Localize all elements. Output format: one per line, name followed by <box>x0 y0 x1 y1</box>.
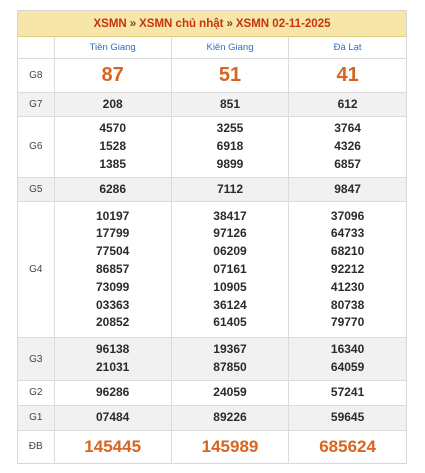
prize-number: 06209 <box>213 244 247 259</box>
prize-number: 57241 <box>330 385 365 400</box>
prize-cell-kien-giang <box>171 381 288 406</box>
breadcrumb-separator: » <box>226 17 233 30</box>
prize-cell-kien-giang <box>171 430 288 463</box>
prize-cell-kien-giang <box>171 177 288 202</box>
prize-number: 10905 <box>213 279 247 294</box>
prize-cell-tien-giang <box>54 338 171 381</box>
prize-cell-da-lat <box>289 202 406 338</box>
prize-cell-kien-giang <box>171 338 288 381</box>
breadcrumb-link-xsmn-sunday[interactable]: XSMN chủ nhật <box>139 17 224 30</box>
province-header-da-lat[interactable]: Đà Lạt <box>289 37 406 58</box>
results-grid <box>18 37 406 463</box>
province-header-kien-giang[interactable]: Kiên Giang <box>171 37 288 58</box>
prize-number: 64733 <box>330 226 365 241</box>
prize-number: 86857 <box>95 262 130 277</box>
prize-cell-kien-giang <box>171 92 288 117</box>
prize-number: 97126 <box>213 226 247 241</box>
prize-number: 87 <box>101 63 124 86</box>
prize-number: 89226 <box>213 409 247 424</box>
prize-row-g4 <box>18 202 406 338</box>
prize-number: 96138 <box>95 342 130 357</box>
prize-number: 4570 <box>99 121 127 136</box>
prize-cell-kien-giang <box>171 117 288 177</box>
prize-number: 21031 <box>95 360 130 375</box>
prize-row-g5 <box>18 177 406 202</box>
prize-cell-da-lat <box>289 117 406 177</box>
prize-number: 59645 <box>330 409 365 424</box>
prize-number: 6857 <box>334 156 361 171</box>
province-header-row <box>18 37 406 58</box>
prize-cell-kien-giang <box>171 202 288 338</box>
province-header-tien-giang[interactable]: Tiền Giang <box>54 37 171 58</box>
prize-number: 87850 <box>213 360 247 375</box>
prize-number: 20852 <box>95 315 130 330</box>
prize-number: 7112 <box>216 181 244 196</box>
prize-cell-da-lat <box>289 58 406 92</box>
prize-label: G5 <box>18 177 54 202</box>
prize-row-g1 <box>18 405 406 430</box>
prize-number: 03363 <box>95 297 130 312</box>
prize-cell-tien-giang <box>54 202 171 338</box>
prize-number: 37096 <box>330 208 365 223</box>
prize-number: 79770 <box>330 315 365 330</box>
breadcrumb <box>18 11 406 37</box>
prize-cell-kien-giang <box>171 405 288 430</box>
prize-number: 3255 <box>216 121 244 136</box>
prize-number: 92212 <box>330 262 365 277</box>
prize-number: 61405 <box>213 315 247 330</box>
prize-number: 1385 <box>99 156 127 171</box>
prize-number: 80738 <box>330 297 365 312</box>
prize-cell-tien-giang <box>54 117 171 177</box>
prize-row-g8 <box>18 58 406 92</box>
prize-cell-da-lat <box>289 405 406 430</box>
prize-number: 73099 <box>95 279 130 294</box>
prize-number: 41230 <box>330 279 365 294</box>
prize-number: 41 <box>336 63 359 86</box>
prize-cell-da-lat <box>289 381 406 406</box>
prize-number: 208 <box>102 96 123 111</box>
prize-number: 96286 <box>95 385 130 400</box>
prize-number: 6918 <box>216 139 244 154</box>
prize-label: G6 <box>18 117 54 177</box>
prize-label: ĐB <box>28 441 43 453</box>
prize-label: G3 <box>18 338 54 381</box>
breadcrumb-link-xsmn[interactable]: XSMN <box>93 17 127 30</box>
prize-number: 612 <box>337 96 358 111</box>
prize-cell-tien-giang <box>54 58 171 92</box>
prize-label: G2 <box>18 381 54 406</box>
prize-label: G1 <box>18 405 54 430</box>
prize-number: 10197 <box>95 208 130 223</box>
prize-cell-tien-giang <box>54 177 171 202</box>
prize-number: 1528 <box>99 139 127 154</box>
prize-row-g6 <box>18 117 406 177</box>
prize-number: 24059 <box>213 385 247 400</box>
prize-cell-da-lat <box>289 338 406 381</box>
prize-cell-da-lat <box>289 92 406 117</box>
prize-number: 17799 <box>95 226 130 241</box>
prize-number: 145445 <box>84 436 142 456</box>
prize-number: 16340 <box>330 342 365 357</box>
prize-cell-kien-giang <box>171 58 288 92</box>
prize-number: 38417 <box>213 208 247 223</box>
prize-number: 851 <box>219 96 240 111</box>
prize-label: G8 <box>18 58 54 92</box>
prize-row-g7 <box>18 92 406 117</box>
prize-number: 07161 <box>213 262 247 277</box>
prize-row-g3 <box>18 338 406 381</box>
prize-cell-tien-giang <box>54 405 171 430</box>
prize-number: 19367 <box>213 342 247 357</box>
prize-cell-da-lat <box>289 430 406 463</box>
prize-number: 6286 <box>99 181 127 196</box>
prize-number: 9847 <box>334 181 361 196</box>
prize-number: 685624 <box>319 436 376 456</box>
prize-number: 9899 <box>216 156 244 171</box>
prize-number: 3764 <box>334 121 361 136</box>
prize-label: G4 <box>18 202 54 338</box>
prize-number: 51 <box>218 63 242 86</box>
prize-number: 4326 <box>334 139 361 154</box>
prize-cell-tien-giang <box>54 381 171 406</box>
prize-number: 145989 <box>201 436 259 456</box>
breadcrumb-separator: » <box>129 17 137 30</box>
prize-cell-da-lat <box>289 177 406 202</box>
prize-row-db <box>18 430 406 463</box>
prize-number: 07484 <box>95 409 130 424</box>
label-column-header <box>18 37 54 58</box>
prize-label: G7 <box>18 92 54 117</box>
prize-number: 36124 <box>213 297 247 312</box>
prize-number: 64059 <box>330 360 365 375</box>
prize-number: 68210 <box>330 244 365 259</box>
breadcrumb-link-xsmn-date[interactable]: XSMN 02-11-2025 <box>235 17 331 30</box>
prize-number: 77504 <box>95 244 130 259</box>
prize-cell-tien-giang <box>54 92 171 117</box>
prize-row-g2 <box>18 381 406 406</box>
lottery-results-table <box>17 10 407 464</box>
prize-cell-tien-giang <box>54 430 171 463</box>
